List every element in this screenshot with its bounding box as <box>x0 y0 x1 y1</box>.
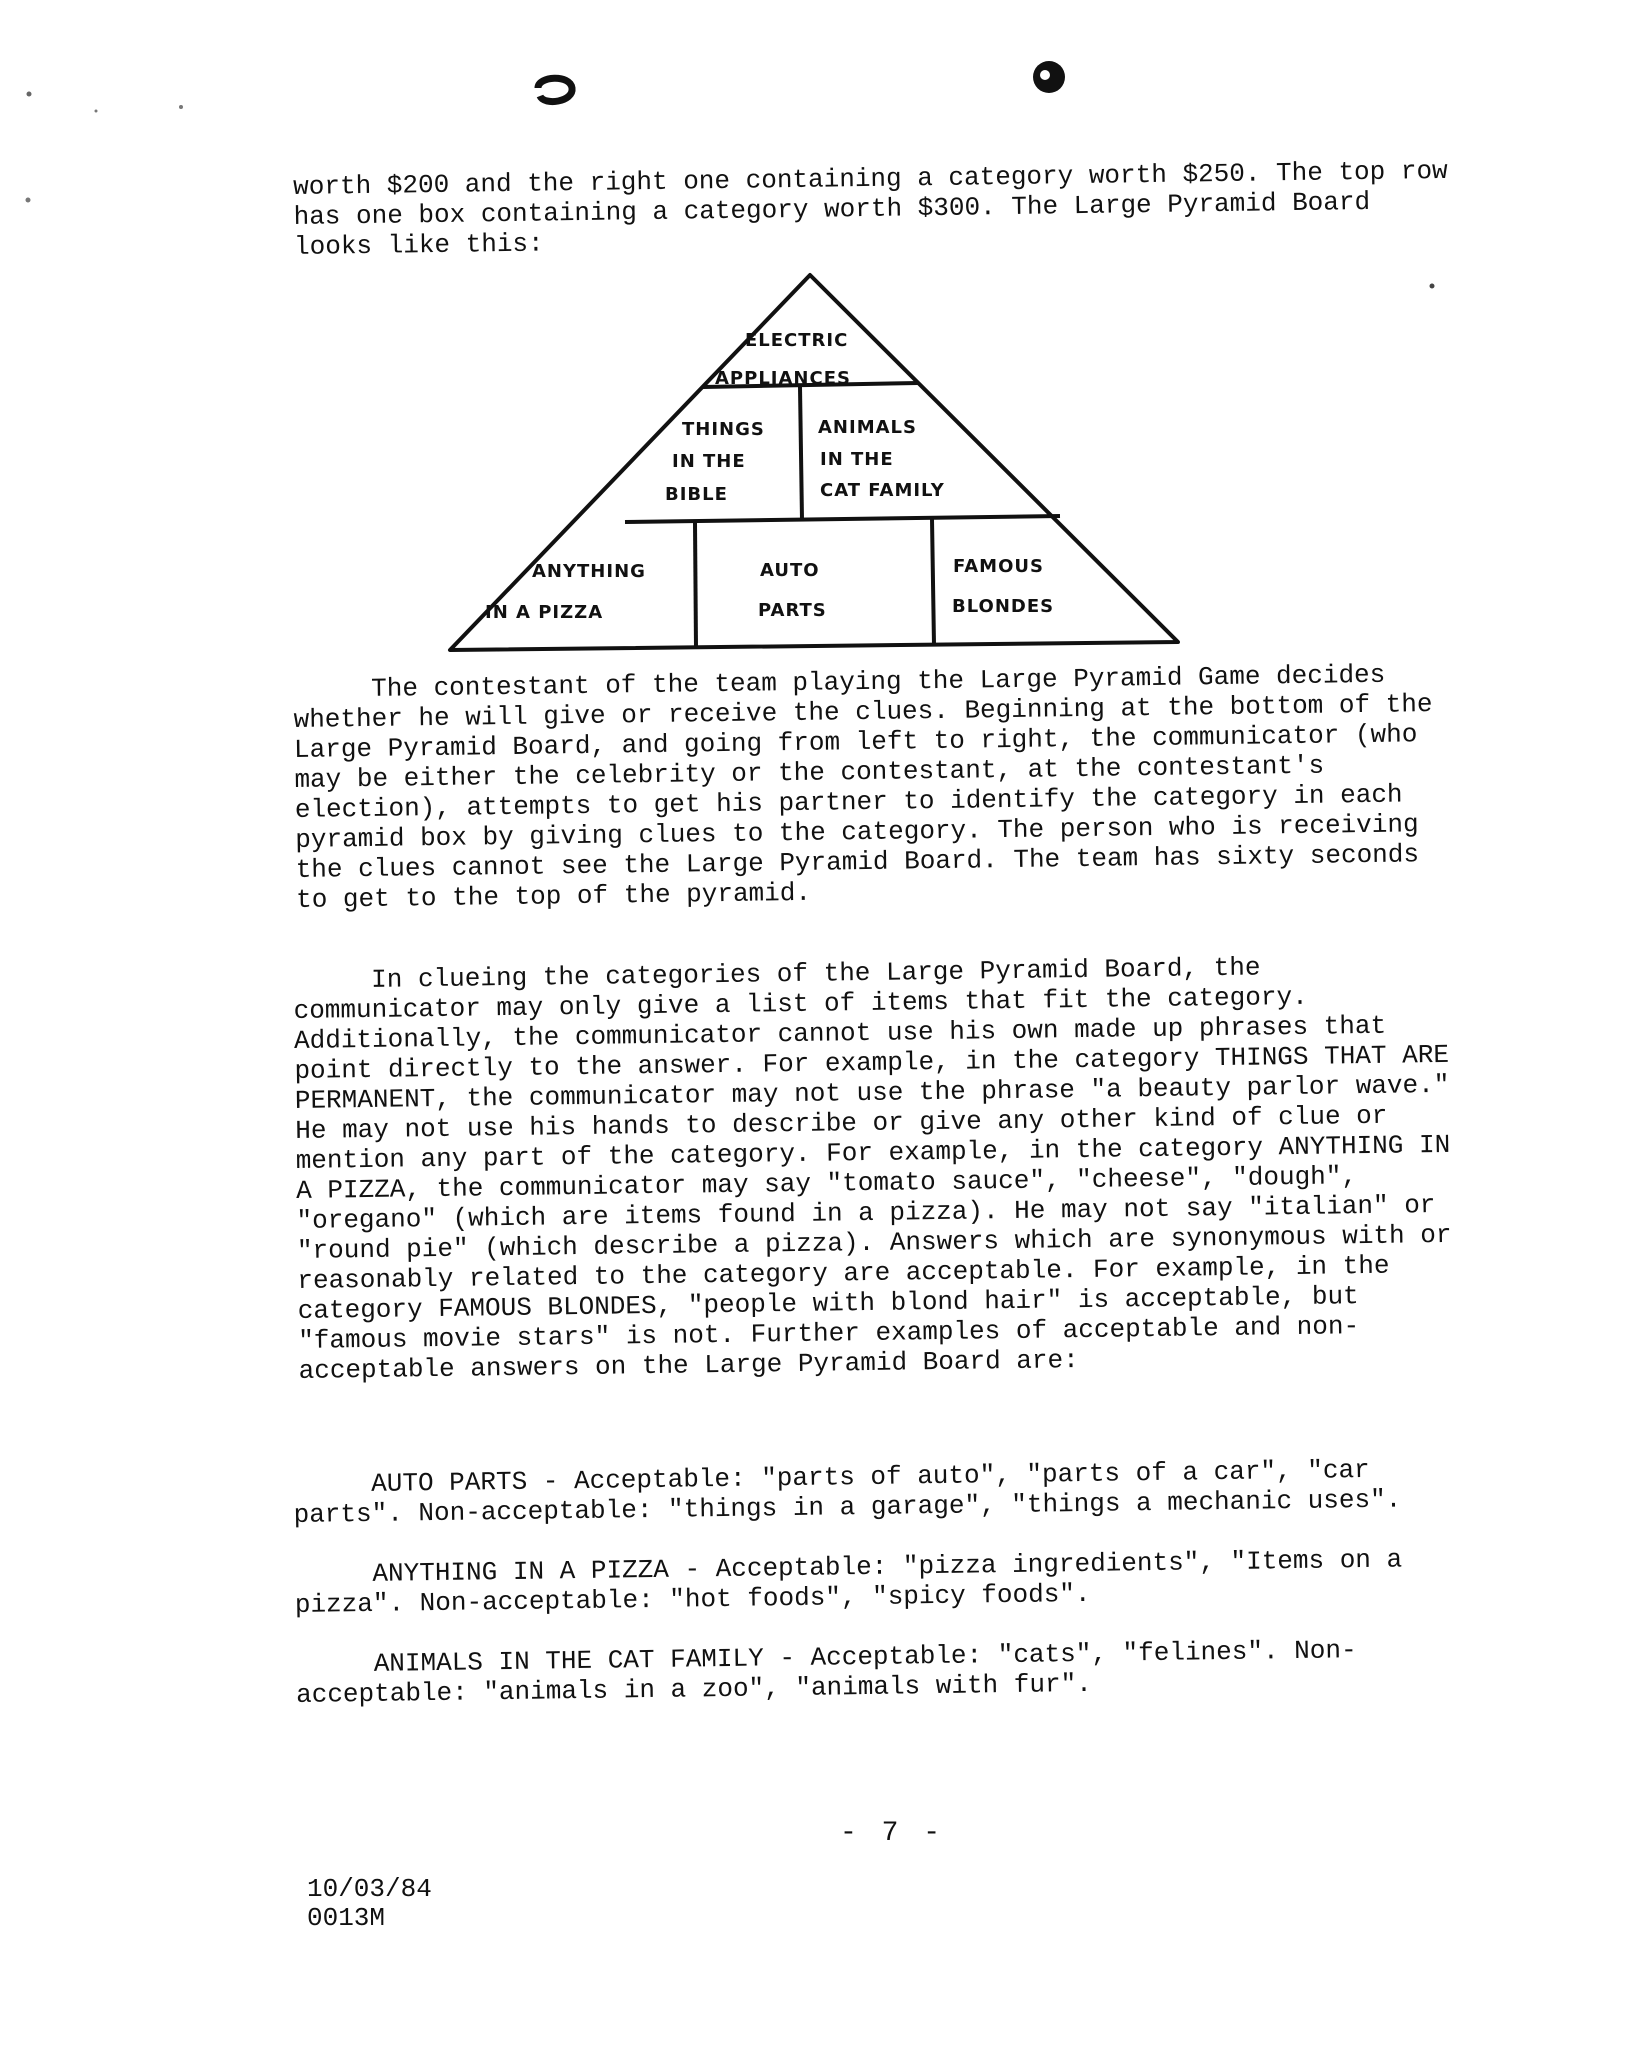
pyramid-bottom-middle-box-line-2: PARTS <box>758 600 827 621</box>
example-animals-in-the-cat-family: ANIMALS IN THE CAT FAMILY - Acceptable: "cats", "felines". Non-acceptable: "animals in a zoo", "animals with fur". <box>295 1635 1357 1710</box>
page-number: - 7 - <box>840 1818 945 1849</box>
example-anything-in-a-pizza: ANYTHING IN A PIZZA - Acceptable: "pizza ingredients", "Items on a pizza". Non-acceptable: "hot foods", "spicy foods". <box>294 1544 1403 1620</box>
hole-punch-mark-left <box>530 70 580 110</box>
speck-mark-4 <box>24 196 32 204</box>
pyramid-middle-right-box-line-3: CAT FAMILY <box>820 480 945 501</box>
document-footer <box>307 1875 432 1933</box>
large-pyramid-board-diagram <box>440 265 1200 665</box>
pyramid-bottom-right-box-line-2: BLONDES <box>952 596 1055 617</box>
pyramid-bottom-middle-box-line-1: AUTO <box>760 560 820 581</box>
pyramid-middle-right-box-line-1: ANIMALS <box>818 417 917 438</box>
pyramid-top-box-line-1: ELECTRIC <box>745 330 849 351</box>
example-auto-parts: AUTO PARTS - Acceptable: "parts of auto", "parts of a car", "car parts". Non-acceptable: "things in a garage", "things a mechanic uses". <box>293 1454 1402 1530</box>
intro-paragraph: worth $200 and the right one containing a category worth $250. The top row has one box containing a category worth $300. The Large Pyramid Board looks like this: <box>293 155 1448 262</box>
game-rules-paragraph: The contestant of the team playing the Large Pyramid Game decides whether he will give or receive the clues. Beginning at the bottom of the Large Pyramid Board, and going from left to right, the communicator (who may be either the celebrity or the contestant, at the contestant's election), attempts to get his partner to identify the category in each pyramid box by giving clues to the category. The person who is receiving the clues cannot see the Large Pyramid Board. The team has sixty seconds to get to the top of the pyramid. <box>293 659 1433 915</box>
clueing-rules-text-block <box>293 950 1469 1386</box>
pyramid-middle-left-box-line-3: BIBLE <box>665 484 728 505</box>
examples-text-block <box>293 1454 1466 1710</box>
pyramid-middle-right-box-line-2: IN THE <box>820 449 894 470</box>
pyramid-bottom-left-box-line-2: IN A PIZZA <box>485 602 604 623</box>
pyramid-bottom-right-box-line-1: FAMOUS <box>953 556 1044 577</box>
pyramid-top-box-line-2: APPLIANCES <box>715 368 851 389</box>
pyramid-middle-left-box-line-2: IN THE <box>672 451 746 472</box>
speck-mark-5 <box>1428 283 1436 289</box>
speck-mark-3 <box>178 104 184 110</box>
pyramid-bottom-left-box-line-1: ANYTHING <box>532 561 646 582</box>
intro-text-block <box>293 156 1454 262</box>
clueing-rules-paragraph: In clueing the categories of the Large Pyramid Board, the communicator may only give a list of items that fit the category. Additionally, the communicator cannot use his own made up phrases that point directly to the answer. For example, in the category THINGS THAT ARE PERMANENT, the communicator may not use the phrase "a beauty parlor wave." He may not use his hands to describe or give any other kind of clue or mention any part of the category. For example, in the category ANYTHING IN A PIZZA, the communicator may say "tomato sauce", "cheese", "dough", "oregano" (which are items found in a pizza). He may not say "italian" or "round pie" (which describe a pizza). Answers which are synonymous with or reasonably related to the category are acceptable. For example, in the category FAMOUS BLONDES, "people with blond hair" is acceptable, but "famous movie stars" is not. Further examples of acceptable and non-acceptable answers on the Large Pyramid Board are: <box>293 952 1452 1386</box>
speck-mark-2 <box>93 108 99 114</box>
game-rules-text-block <box>293 659 1466 915</box>
footer-date: 10/03/84 <box>307 1874 432 1904</box>
speck-mark-1 <box>25 90 33 98</box>
pyramid-middle-left-box-line-1: THINGS <box>682 419 765 440</box>
hole-punch-mark-right <box>1025 55 1075 100</box>
footer-code: 0013M <box>307 1903 386 1933</box>
